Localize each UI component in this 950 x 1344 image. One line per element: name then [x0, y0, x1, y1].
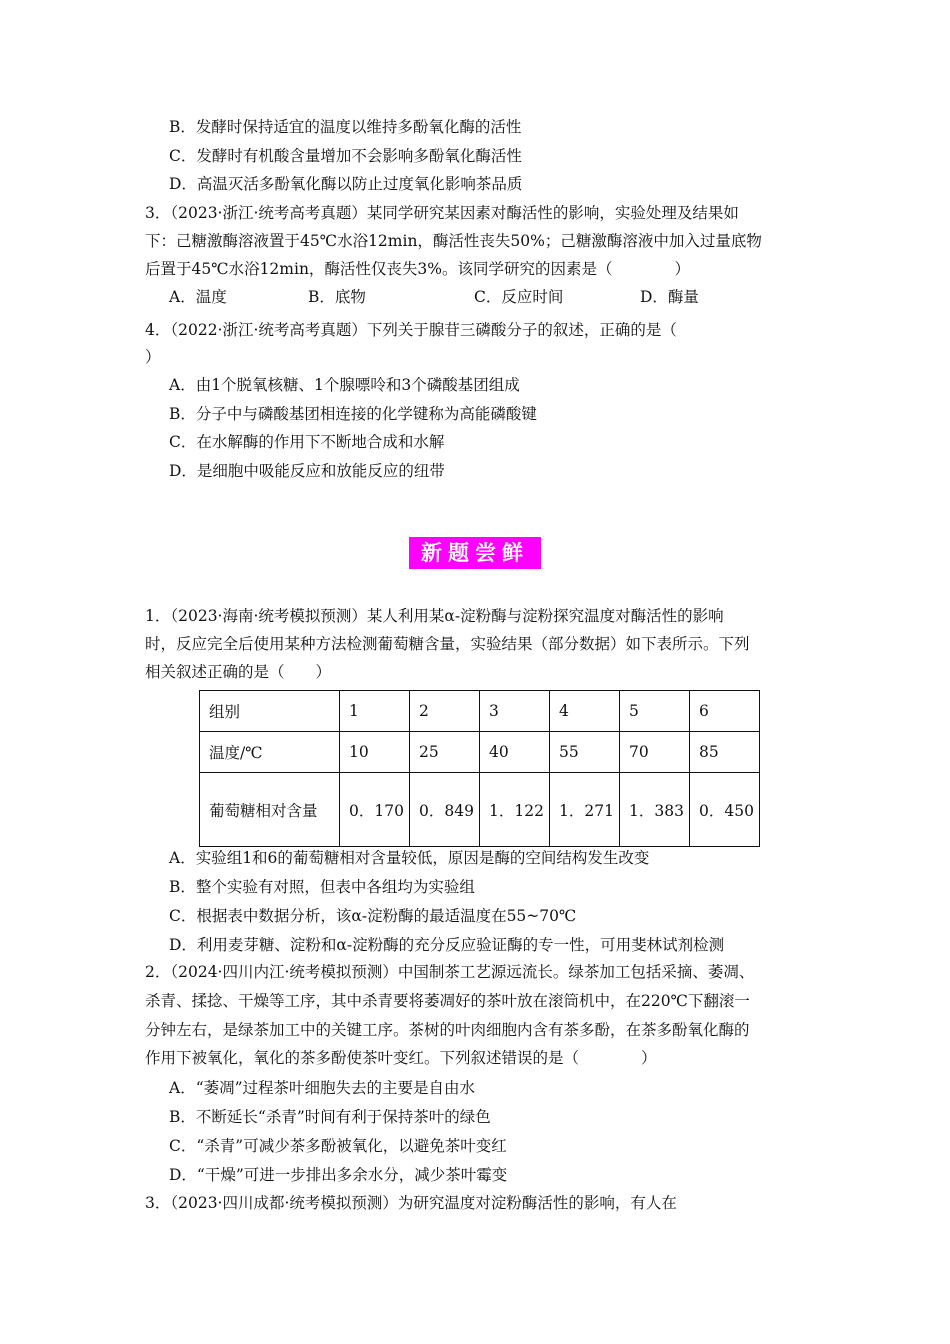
- table-cell: 1．383: [620, 773, 690, 847]
- new-question-2-stem-line-4: 作用下被氧化，氧化的茶多酚使茶叶变红。下列叙述错误的是（ ）: [145, 1049, 657, 1067]
- question-3-stem-line-2: 下：己糖激酶溶液置于45℃水浴12min，酶活性丧失50%；己糖激酶溶液中加入过量底物: [145, 232, 762, 250]
- table-cell: 40: [480, 732, 550, 773]
- option-d: D．是细胞中吸能反应和放能反应的纽带: [169, 462, 445, 480]
- option-c: C．在水解酶的作用下不断地合成和水解: [169, 433, 445, 451]
- table-cell: 85: [690, 732, 760, 773]
- new-question-2-stem-line-1: 2．（2024·四川内江·统考模拟预测）中国制茶工艺源远流长。绿茶加工包括采摘、萎凋、: [145, 963, 755, 981]
- option-a: A．由1个脱氧核糖、1个腺嘌呤和3个磷酸基团组成: [169, 376, 520, 394]
- table-cell: 组别: [200, 691, 340, 732]
- option-b: B．底物: [308, 288, 366, 306]
- section-banner: 新题尝鲜: [409, 537, 541, 569]
- option-b: B．不断延长“杀青”时间有利于保持茶叶的绿色: [169, 1108, 491, 1126]
- table-cell: 10: [340, 732, 410, 773]
- question-4-stem-line-1: 4．（2022·浙江·统考高考真题）下列关于腺苷三磷酸分子的叙述，正确的是（: [145, 321, 677, 339]
- new-question-1-stem-line-1: 1．（2023·海南·统考模拟预测）某人利用某α-淀粉酶与淀粉探究温度对酶活性的影响: [145, 607, 724, 625]
- table-cell: 0．170: [340, 773, 410, 847]
- question-3-stem-line-3: 后置于45℃水浴12min，酶活性仅丧失3%。该同学研究的因素是（ ）: [145, 260, 691, 278]
- table-cell: 1: [340, 691, 410, 732]
- table-cell: 5: [620, 691, 690, 732]
- option-c: C．根据表中数据分析，该α-淀粉酶的最适温度在55~70℃: [169, 907, 577, 925]
- option-b: B．整个实验有对照，但表中各组均为实验组: [169, 878, 475, 896]
- question-4-stem-line-2: ）: [145, 348, 161, 366]
- table-cell: 0．450: [690, 773, 760, 847]
- new-question-2-stem-line-3: 分钟左右，是绿茶加工中的关键工序。茶树的叶肉细胞内含有茶多酚，在茶多酚氧化酶的: [145, 1021, 750, 1039]
- table-cell: 4: [550, 691, 620, 732]
- option-a: A．温度: [169, 288, 227, 306]
- table-cell: 3: [480, 691, 550, 732]
- table-cell: 0．849: [410, 773, 480, 847]
- new-question-1-stem-line-2: 时，反应完全后使用某种方法检测葡萄糖含量，实验结果（部分数据）如下表所示。下列: [145, 635, 750, 653]
- new-question-3-stem-line-1: 3．（2023·四川成都·统考模拟预测）为研究温度对淀粉酶活性的影响，有人在: [145, 1194, 677, 1212]
- table-cell: 55: [550, 732, 620, 773]
- option-d: D．酶量: [640, 288, 699, 306]
- option-b: B．发酵时保持适宜的温度以维持多酚氧化酶的活性: [169, 118, 522, 136]
- option-a: A．“萎凋”过程茶叶细胞失去的主要是自由水: [169, 1079, 476, 1097]
- option-c: C．“杀青”可减少茶多酚被氧化，以避免茶叶变红: [169, 1137, 507, 1155]
- option-c: C．发酵时有机酸含量增加不会影响多酚氧化酶活性: [169, 147, 522, 165]
- option-b: B．分子中与磷酸基团相连接的化学键称为高能磷酸键: [169, 405, 537, 423]
- table-cell: 1．271: [550, 773, 620, 847]
- table-cell: 2: [410, 691, 480, 732]
- table-cell: 葡萄糖相对含量: [200, 773, 340, 847]
- option-d: D．利用麦芽糖、淀粉和α-淀粉酶的充分反应验证酶的专一性，可用斐林试剂检测: [169, 936, 725, 954]
- table-row: [200, 691, 760, 732]
- table-cell: 6: [690, 691, 760, 732]
- question-3-stem-line-1: 3．（2023·浙江·统考高考真题）某同学研究某因素对酶活性的影响，实验处理及结果如: [145, 204, 739, 222]
- table-cell: 温度/℃: [200, 732, 340, 773]
- table-cell: 25: [410, 732, 480, 773]
- table-row: [200, 773, 760, 847]
- new-question-2-stem-line-2: 杀青、揉捻、干燥等工序，其中杀青要将萎凋好的茶叶放在滚筒机中，在220℃下翻滚一: [145, 992, 750, 1010]
- data-table: [199, 690, 760, 847]
- table-cell: 1．122: [480, 773, 550, 847]
- option-c: C．反应时间: [474, 288, 564, 306]
- new-question-1-stem-line-3: 相关叙述正确的是（ ）: [145, 663, 332, 681]
- table-cell: 70: [620, 732, 690, 773]
- table-row: [200, 732, 760, 773]
- option-d: D．“干燥”可进一步排出多余水分，减少茶叶霉变: [169, 1166, 508, 1184]
- option-d: D．高温灭活多酚氧化酶以防止过度氧化影响茶品质: [169, 175, 523, 193]
- option-a: A．实验组1和6的葡萄糖相对含量较低，原因是酶的空间结构发生改变: [169, 849, 650, 867]
